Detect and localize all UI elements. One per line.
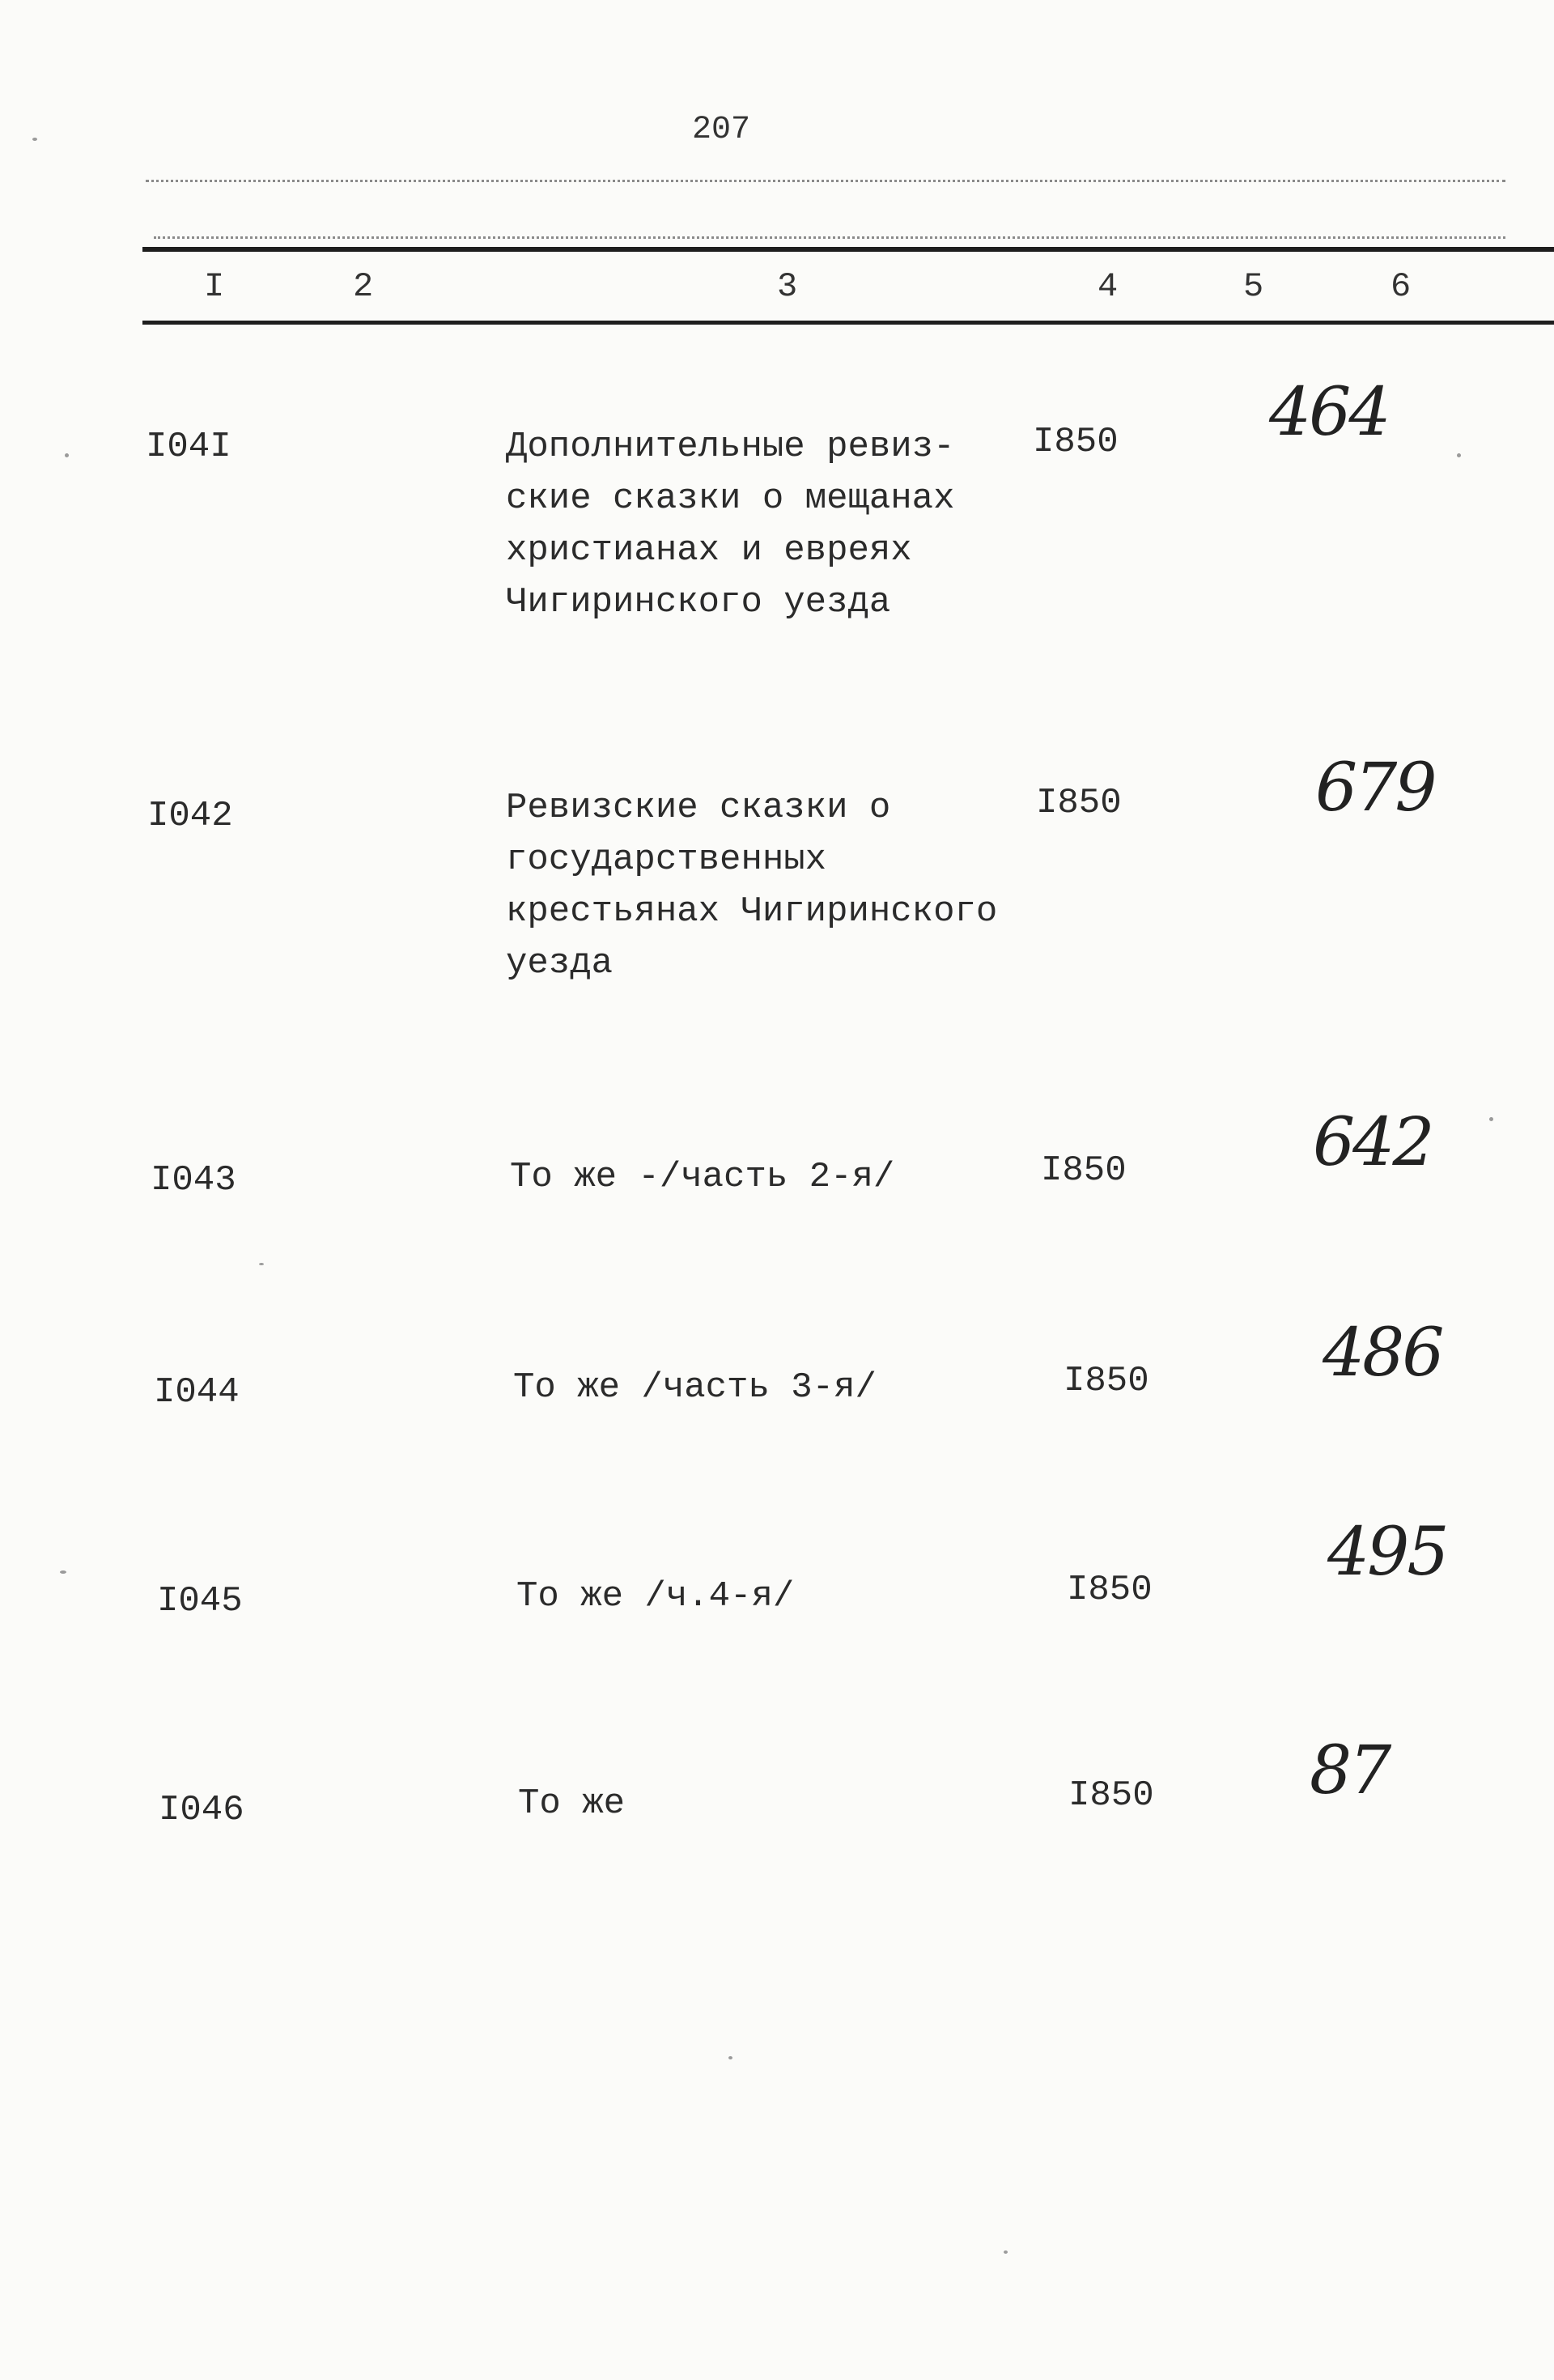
row-number: I046 [159, 1790, 244, 1830]
page-number: 207 [692, 112, 751, 148]
row-count-handwritten: 464 [1269, 374, 1389, 451]
dotted-rule-upper [154, 236, 1505, 239]
scan-speck [65, 453, 69, 457]
scan-speck [728, 2056, 732, 2059]
column-header-5: 5 [1243, 267, 1264, 306]
dotted-rule-top [146, 180, 1505, 182]
column-header-4: 4 [1098, 267, 1119, 306]
row-count-handwritten: 495 [1327, 1514, 1447, 1591]
row-description: То же /часть 3-я/ [513, 1367, 877, 1408]
scan-speck [259, 1263, 264, 1265]
row-year: I850 [1036, 783, 1122, 823]
row-count-handwritten: 486 [1323, 1315, 1442, 1392]
row-description: То же [518, 1783, 626, 1824]
row-year: I850 [1033, 422, 1119, 462]
row-number: I04I [146, 427, 231, 467]
column-header-1: I [204, 267, 225, 306]
row-count-handwritten: 679 [1315, 750, 1435, 827]
row-number: I042 [147, 796, 233, 836]
row-description: То же -/часть 2-я/ [510, 1157, 895, 1197]
scan-speck [1489, 1117, 1493, 1121]
header-rule-bottom [142, 321, 1554, 325]
scan-speck [32, 138, 37, 141]
scan-speck [60, 1570, 66, 1574]
row-year: I850 [1068, 1775, 1154, 1816]
row-description: Ревизские сказки о государственных крестьянах Чигиринского уезда [506, 788, 998, 984]
row-year: I850 [1041, 1150, 1127, 1191]
row-description: То же /ч.4-я/ [516, 1576, 795, 1617]
row-count-handwritten: 642 [1313, 1104, 1433, 1181]
column-header-3: 3 [777, 267, 798, 306]
row-description: Дополнительные ревиз- ские сказки о мещанах христианах и евреях Чигиринского уезда [506, 427, 955, 623]
scan-speck [1004, 2250, 1008, 2254]
header-rule-top [142, 247, 1554, 252]
row-number: I045 [157, 1581, 243, 1621]
column-header-6: 6 [1391, 267, 1412, 306]
column-header-2: 2 [353, 267, 374, 306]
row-count-handwritten: 87 [1310, 1732, 1390, 1809]
row-year: I850 [1067, 1570, 1153, 1610]
row-year: I850 [1064, 1361, 1149, 1401]
row-number: I044 [154, 1372, 240, 1413]
row-number: I043 [151, 1160, 236, 1201]
scan-speck [1457, 453, 1461, 457]
